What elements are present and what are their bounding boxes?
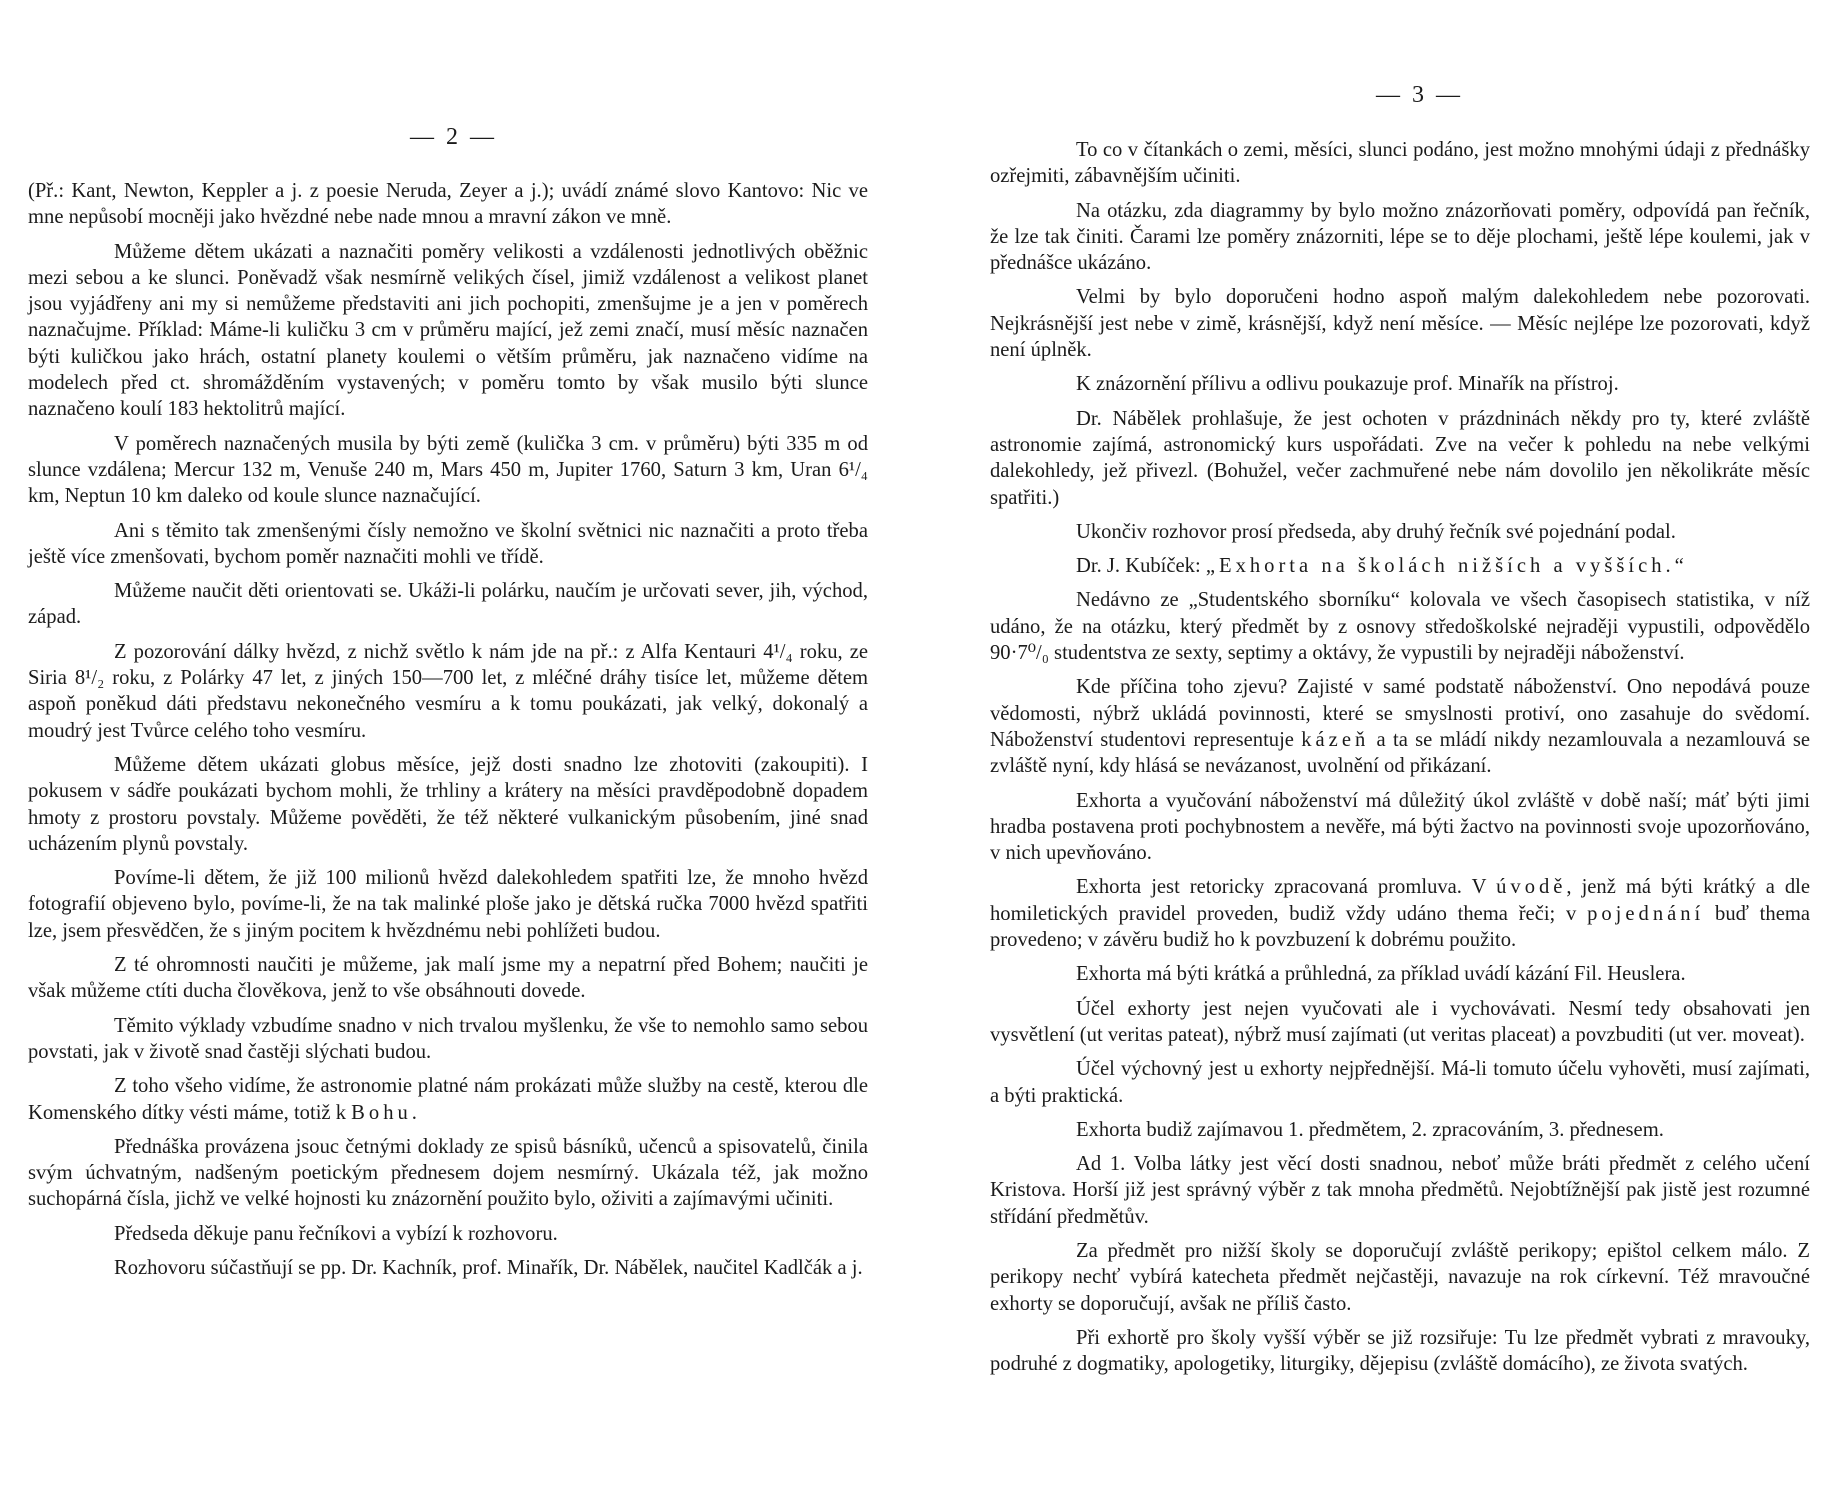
- paragraph: Můžeme dětem ukázati a naznačiti poměry velikosti a vzdálenosti jednotlivých oběžnic mezi sebou a ke slunci. Poněvadž však nesmírně velikých čísel, jimiž vzdálenost a velikost planet jsou vyjádřeny ani my si nemůžeme představiti ani jich pochopiti, zmenšujme je a jen v poměrech naznačujme. Příklad: Máme-li kuličku 3 cm v průměru mající, jež zemi značí, musí měsíc naznačen býti kuličkou jako hrách, ostatní planety koulemi o větším průměru, jak naznačeno vidíme na modelech před ct. shromážděním vystavených; v poměru tomto by však musilo býti slunce naznačeno koulí 183 hektolitrů mající.: [28, 240, 868, 421]
- spaced-word-kazen: kázeň: [1301, 728, 1370, 751]
- spaced-word-pojednani: pojednání: [1587, 902, 1705, 925]
- lecture-heading: [990, 553, 1810, 579]
- paragraph: To co v čítankách o zemi, měsíci, slunci podáno, jest možno mnohými údaji z přednášky ozřejmiti, zábavnějším učiniti.: [990, 139, 1810, 188]
- page-number-3: — 3 —: [1376, 82, 1463, 108]
- paragraph: Exhorta budiž zajímavou 1. předmětem, 2. zpracováním, 3. přednesem.: [1076, 1118, 1664, 1141]
- paragraph-text: , jenž má býti krátký a dle homiletických pravidel proveden, budiž vždy udáno thema řeči; v: [990, 876, 1810, 925]
- paragraph: Ad 1. Volba látky jest věcí dosti snadnou, neboť může bráti předmět z celého učení Kristova. Horší již jest správný výběr z tak mnoha předmětů. Nejobtížnější pak jistě jest rozumné střídání předmětův.: [990, 1153, 1810, 1228]
- paragraph: Přednáška provázena jsouc četnými doklady ze spisů básníků, učenců a spisovatelů, činila svým úchvatným, nadšeným poetickým přednesem dojem nesmírný. Ukázala též, jak možno suchopárná čísla, jichž ve velké hojnosti ku znázornění použito bylo, oživiti a zajímavými učiniti.: [28, 1135, 868, 1211]
- paragraph-text: Kde příčina toho zjevu? Zajisté v samé podstatě náboženství. Ono nepodává pouze vědomosti, nýbrž ukládá povinnosti, které se smyslnosti protiví, ono zasahuje do svědomí. Náboženství studentovi representuje: [990, 676, 1810, 751]
- paragraph: Dr. Nábělek prohlašuje, že jest ochoten v prázdninách někdy pro ty, které zvláště astronomie zajímá, astronomický kurs uspořádati. Zve na večer k pohledu na nebe velkými dalekohledy, jež přivezl. (Bohužel, večer zachmuřené nebe nám dovolilo jen několikráte měsíc spatřiti.): [990, 407, 1810, 509]
- paragraph: Účel exhorty jest nejen vyučovati ale i vychovávati. Nesmí tedy obsahovati jen vysvětlení (ut veritas pateat), nýbrž musí zajímati (ut veritas placeat) a povzbuditi (ut ver. moveat).: [990, 997, 1810, 1046]
- paragraph-text: Exhorta jest retoricky zpracovaná promluva. V: [1076, 876, 1497, 899]
- paragraph: Na otázku, zda diagrammy by bylo možno znázorňovati poměry, odpovídá pan řečník, že lze tak činiti. Čarami lze poměry znázorniti, lépe se to děje plochami, ještě lépe koulemi, jak v přednášce ukázáno.: [990, 199, 1810, 275]
- paragraph: Exhorta a vyučování náboženství má důležitý úkol zvláště v době naší; máť býti jimi hradba postavena proti pochybnostem a nevěře, má býti žactvo na povinnosti svoje upozorňováno, v nich upevňováno.: [990, 789, 1810, 865]
- page-number-2: — 2 —: [410, 124, 497, 150]
- paragraph-text: a ta se mládí nikdy nezamlouvala a nezamlouvá se zvláště nyní, kdy hlásá se nevázanost, uvolnění od přikázaní.: [990, 728, 1810, 778]
- paragraph: Můžeme naučit děti orientovati se. Ukáži-li polárku, naučím je určovati sever, jih, východ, západ.: [28, 580, 868, 629]
- right-page-text: [990, 137, 1810, 1385]
- paragraph: Předseda děkuje panu řečníkovi a vybízí k rozhovoru.: [114, 1222, 558, 1245]
- speaker-name: Dr. J. Kubíček:: [1076, 555, 1206, 578]
- paragraph: (Př.: Kant, Newton, Keppler a j. z poesie Neruda, Zeyer a j.); uvádí známé slovo Kantovo: Nic ve mne nepůsobí mocněji jako hvězdné nebe nade mnou a mravní zákon ve mně.: [28, 180, 868, 229]
- paragraph: Za předmět pro nižší školy se doporučují zvláště perikopy; epištol celkem málo. Z perikopy nechť vybírá katecheta předmět nejčastěji, navazuje na rok církevní. Též mravoučné exhorty se doporučují, avšak ne příliš často.: [990, 1239, 1810, 1315]
- paragraph: Rozhovoru súčastňují se pp. Dr. Kachník, prof. Minařík, Dr. Nábělek, naučitel Kadlčák a j.: [114, 1256, 863, 1279]
- spaced-word-bohu: Bohu.: [351, 1101, 421, 1124]
- paragraph: Z pozorování dálky hvězd, z nichž světlo k nám jde na př.: z Alfa Kentauri 4¹/₄ roku, ze Siria 8¹/₂ roku, z Polárky 47 let, z jiných 150—700 let, z mléčné dráhy tisíce let, můžeme dětem aspoň poněkud dáti představu nekonečného vesmíru a k tomu poukázati, jak velký, dokonalý a moudrý jest Tvůrce celého toho vesmíru.: [28, 640, 868, 742]
- paragraph: Povíme-li dětem, že již 100 milionů hvězd dalekohledem spatřiti lze, že mnoho hvězd fotografií objeveno bylo, povíme-li, že na tak malinké ploše jako je dětská ručka 7000 hvězd spatřiti lze, jsem přesvědčen, že s jiným pocitem k hvězdnému nebi pohlížeti budou.: [28, 867, 868, 942]
- paragraph: Ukončiv rozhovor prosí předseda, aby druhý řečník své pojednání podal.: [1076, 520, 1676, 543]
- paragraph: V poměrech naznačených musila by býti země (kulička 3 cm. v průměru) býti 335 m od slunce vzdálena; Mercur 132 m, Venuše 240 m, Mars 450 m, Jupiter 1760, Saturn 3 km, Uran 6¹/₄ km, Neptun 10 km daleko od koule slunce naznačující.: [28, 432, 868, 508]
- paragraph: [990, 674, 1810, 779]
- paragraph: K znázornění přílivu a odlivu poukazuje prof. Minařík na přístroj.: [1076, 373, 1619, 396]
- paragraph: Účel výchovný jest u exhorty nejpřednější. Má-li tomuto účelu vyhověti, musí zajímati, a býti praktická.: [990, 1058, 1810, 1107]
- paragraph: [990, 874, 1810, 953]
- spaced-word-uvode: úvodě: [1496, 876, 1567, 899]
- paragraph-text: Z toho všeho vidíme, že astronomie platné nám prokázati může služby na cestě, kterou dle Komenského dítky vésti máme, totiž k: [28, 1075, 868, 1124]
- paragraph: Můžeme dětem ukázati globus měsíce, jejž dosti snadno lze zhotoviti (zakoupiti). I pokusem v sádře poukázati bychom mohli, že trhliny a krátery na měsíci pravděpodobně dopadem hmoty z prostoru povstaly. Můžeme pověděti, že též některé vulkanickým působením, jiné snad ucházením plynů povstaly.: [28, 753, 868, 855]
- paragraph: Těmito výklady vzbudíme snadno v nich trvalou myšlenku, že vše to nemohlo samo sebou povstati, jak v životě snad častěji slýchati budou.: [28, 1014, 868, 1063]
- paragraph: Při exhortě pro školy vyšší výběr se již rozsiřuje: Tu lze předmět vybrati z mravouky, podruhé z dogmatiky, apologetiky, liturgiky, dějepisu (zvláště domácího), ze života svatých.: [990, 1326, 1810, 1376]
- paragraph-text: buď thema provedeno; v závěru budiž ho k povzbuzení k dobrému použito.: [990, 902, 1810, 952]
- paragraph: Velmi by bylo doporučeni hodno aspoň malým dalekohledem nebe pozorovati. Nejkrásnější jest nebe v zimě, krásnější, když není měsíce. — Měsíc nejlépe lze pozorovati, když není úplněk.: [990, 286, 1810, 362]
- left-page-text: [28, 178, 868, 1289]
- paragraph: Nedávno ze „Studentského sborníku“ kolovala ve všech časopisech statistika, v níž udáno, že na otázku, který předmět by z osnovy středoškolské nejraději vypustili, odpovědělo 90·7⁰/₀ studentstva ze sexty, septimy a oktávy, že vypustili by nejraději náboženství.: [990, 589, 1810, 665]
- paragraph: Z té ohromnosti naučiti je můžeme, jak malí jsme my a nepatrní před Bohem; naučiti je však můžeme ctíti ducha člověkova, jenž to vše obsáhnouti dovede.: [28, 954, 868, 1003]
- paragraph: Ani s těmito tak zmenšenými čísly nemožno ve školní světnici nic naznačiti a proto třeba ještě více zmenšovati, bychom poměr naznačiti mohli ve třídě.: [28, 519, 868, 568]
- paragraph: Exhorta má býti krátká a průhledná, za příklad uvádí kázání Fil. Heuslera.: [1076, 963, 1686, 986]
- paragraph: [28, 1073, 868, 1126]
- lecture-title: „Exhorta na školách nižších a vyšších.“: [1205, 555, 1688, 578]
